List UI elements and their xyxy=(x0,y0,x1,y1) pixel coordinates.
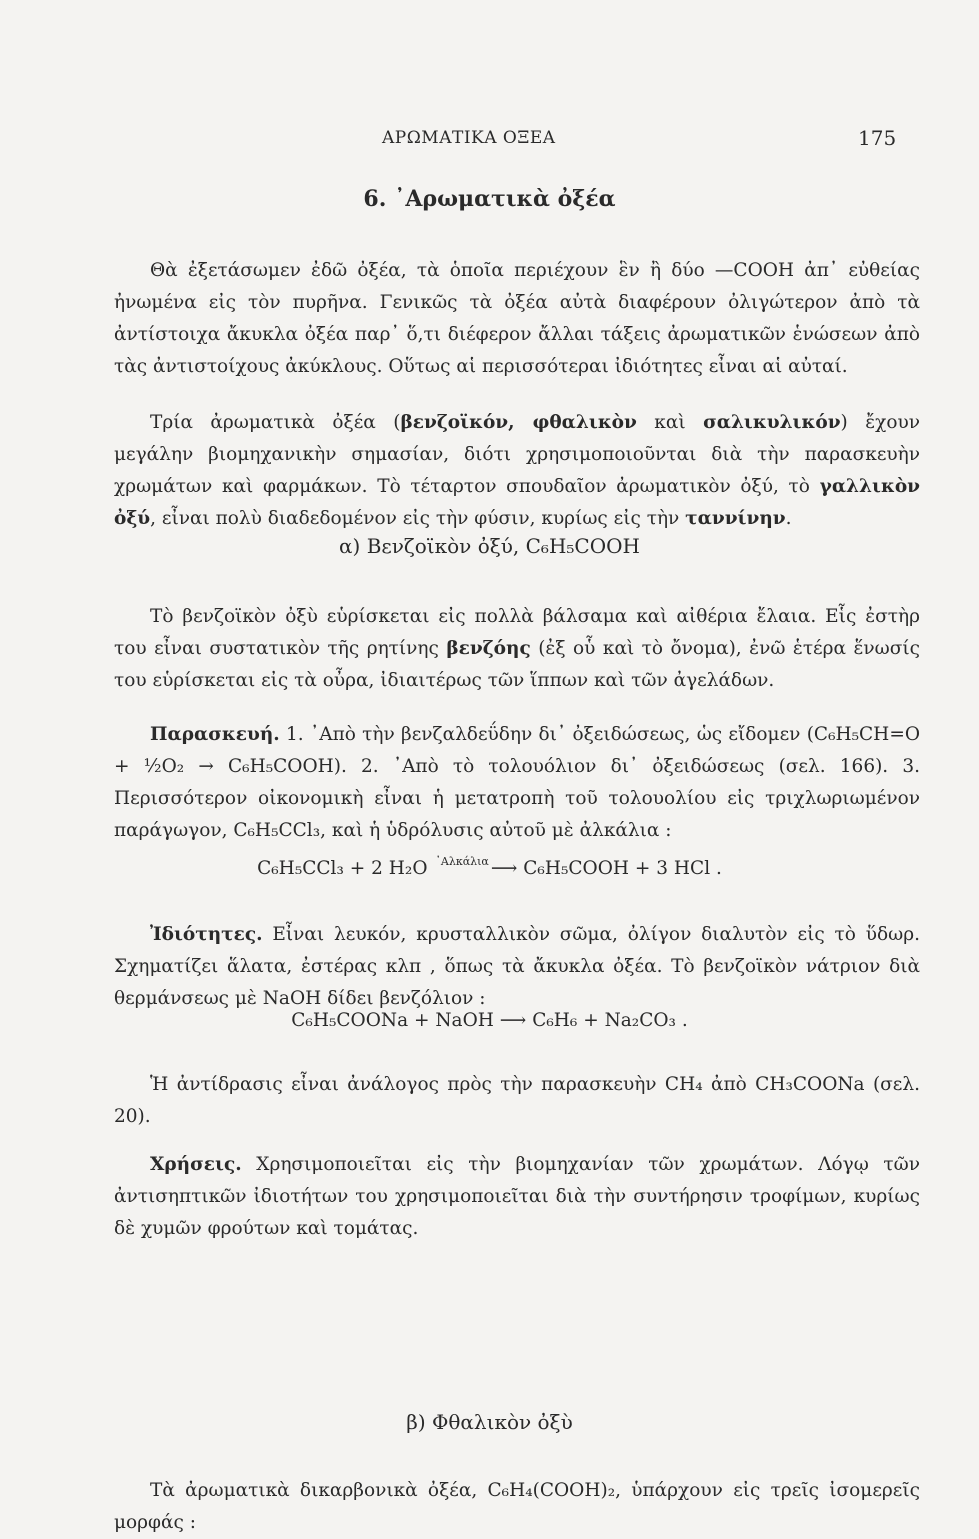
equation-right: C₆H₅COOH + 3 HCl . xyxy=(523,858,722,879)
paragraph-label: Ἰδιότητες. xyxy=(150,923,263,945)
bold-term: ταννίνην xyxy=(685,507,786,529)
equation-right: C₆H₆ + Na₂CO₃ . xyxy=(532,1010,688,1031)
bold-term: σαλικυλικόν xyxy=(703,411,841,433)
paragraph-intro: Θὰ ἐξετάσωμεν ἐδῶ ὀξέα, τὰ ὁποῖα περιέχουν ἓν ἢ δύο —COOH ἀπ᾿ εὐθείας ἠνωμένα εἰς τὸν πυρῆνα. Γενικῶς τὰ ὀξέα αὐτὰ διαφέρουν ὀλιγώτερον ἀπὸ τὰ ἀντίστοιχα ἄκυκλα ὀξέα παρ᾿ ὅ,τι διέφερον ἄλλαι τάξεις ἀρωματικῶν ἑνώσεων ἀπὸ τὰς ἀντιστοίχους ἀκύκλους. Οὕτως αἱ περισσότεραι ἰδιότητες εἶναι αἱ αὐταί. xyxy=(114,259,920,377)
paragraph-occurrence: Τὸ βενζοϊκὸν ὀξὺ εὑρίσκεται εἰς πολλὰ βάλσαμα καὶ αἰθέρια ἔλαια. Εἷς ἐστὴρ του εἶναι συστατικὸν τῆς ρητίνης βενζόης (ἐξ οὗ καὶ τὸ ὄνομα), ἐνῶ ἑτέρα ἕνωσίς του εὑρίσκεται εἰς τὰ οὖρα, ἰδιαιτέρως τῶν ἵππων καὶ τῶν ἀγελάδων. xyxy=(114,605,920,691)
running-header xyxy=(0,128,979,158)
section-number: 6. xyxy=(363,186,387,212)
page-number: 175 xyxy=(858,126,897,150)
paragraph-analogy: Ἡ ἀντίδρασις εἶναι ἀνάλογος πρὸς τὴν παρασκευὴν CH₄ ἀπὸ CH₃COONa (σελ. 20). xyxy=(114,1073,920,1127)
paragraph-phthalic-intro: Τὰ ἀρωματικὰ δικαρβονικὰ ὀξέα, C₆H₄(COOH)₂, ὑπάρχουν εἰς τρεῖς ἰσομερεῖς μορφάς : xyxy=(114,1479,920,1533)
equation-hydrolysis xyxy=(0,855,979,879)
reaction-arrow: ⟶ xyxy=(490,858,518,879)
bold-term: βενζόης xyxy=(446,637,531,659)
paragraph-preparation: Παρασκευή. 1. ᾿Απὸ τὴν βενζαλδεΰδην δι᾿ ὀξειδώσεως, ὡς εἴδομεν (C₆H₅CH=O + ½O₂ → C₆H₅COOH). 2. ᾿Απὸ τὸ τολουόλιον δι᾿ ὀξειδώσεως (σελ. 166). 3. Περισσότερον οἰκονομικὴ εἶναι ἡ μετατροπὴ τοῦ τολουολίου εἰς τριχλωριωμένον παράγωγον, C₆H₅CCl₃, καὶ ἡ ὑδρόλυσις αὐτοῦ μὲ ἀλκάλια : xyxy=(114,723,920,841)
paragraph-label: Παρασκευή. xyxy=(150,723,280,745)
section-title-text: ᾿Αρωματικὰ ὀξέα xyxy=(394,186,616,212)
paragraph-label: Χρήσεις. xyxy=(150,1153,242,1175)
equation-decarboxylation xyxy=(0,1010,979,1031)
section-title xyxy=(0,186,979,212)
bold-term: γαλλικὸν ὀξύ xyxy=(114,475,920,529)
bold-term: βενζοϊκόν, φθαλικὸν xyxy=(400,411,637,433)
paragraph-three-acids: Τρία ἀρωματικὰ ὀξέα (βενζοϊκόν, φθαλικὸν καὶ σαλικυλικόν) ἔχουν μεγάλην βιομηχανικὴν σημασίαν, διότι χρησιμοποιοῦνται διὰ τὴν παρασκευὴν χρωμάτων καὶ φαρμάκων. Τὸ τέταρτον σπουδαῖον ἀρωματικὸν ὀξύ, τὸ γαλλικὸν ὀξύ, εἶναι πολὺ διαδεδομένον εἰς τὴν φύσιν, κυρίως εἰς τὴν ταννίνην. xyxy=(114,411,920,529)
reaction-arrow: ⟶ xyxy=(499,1010,527,1031)
reaction-condition: ᾿Αλκάλια xyxy=(435,855,489,868)
paragraph-properties: Ἰδιότητες. Εἶναι λευκόν, κρυσταλλικὸν σῶμα, ὀλίγον διαλυτὸν εἰς τὸ ὕδωρ. Σχηματίζει ἅλατα, ἐστέρας κλπ , ὅπως τὰ ἄκυκλα ὀξέα. Τὸ βενζοϊκὸν νάτριον διὰ θερμάνσεως μὲ NaOH δίδει βενζόλιον : xyxy=(114,923,920,1009)
running-title: ΑΡΩΜΑΤΙΚΑ ΟΞΕΑ xyxy=(382,128,556,148)
paragraph-uses: Χρήσεις. Χρησιμοποιεῖται εἰς τὴν βιομηχανίαν τῶν χρωμάτων. Λόγῳ τῶν ἀντισηπτικῶν ἰδιοτήτων του χρησιμοποιεῖται διὰ τὴν συντήρησιν τροφίμων, κυρίως δὲ χυμῶν φρούτων καὶ τομάτας. xyxy=(114,1153,920,1239)
equation-left: C₆H₅COONa + NaOH xyxy=(291,1010,494,1031)
subsection-title-phthalic: β) Φθαλικὸν ὀξὺ xyxy=(406,1410,573,1434)
subsection-title-benzoic: α) Βενζοϊκὸν ὀξύ, C₆H₅COOH xyxy=(339,534,640,558)
equation-left: C₆H₅CCl₃ + 2 H₂O xyxy=(257,858,428,879)
